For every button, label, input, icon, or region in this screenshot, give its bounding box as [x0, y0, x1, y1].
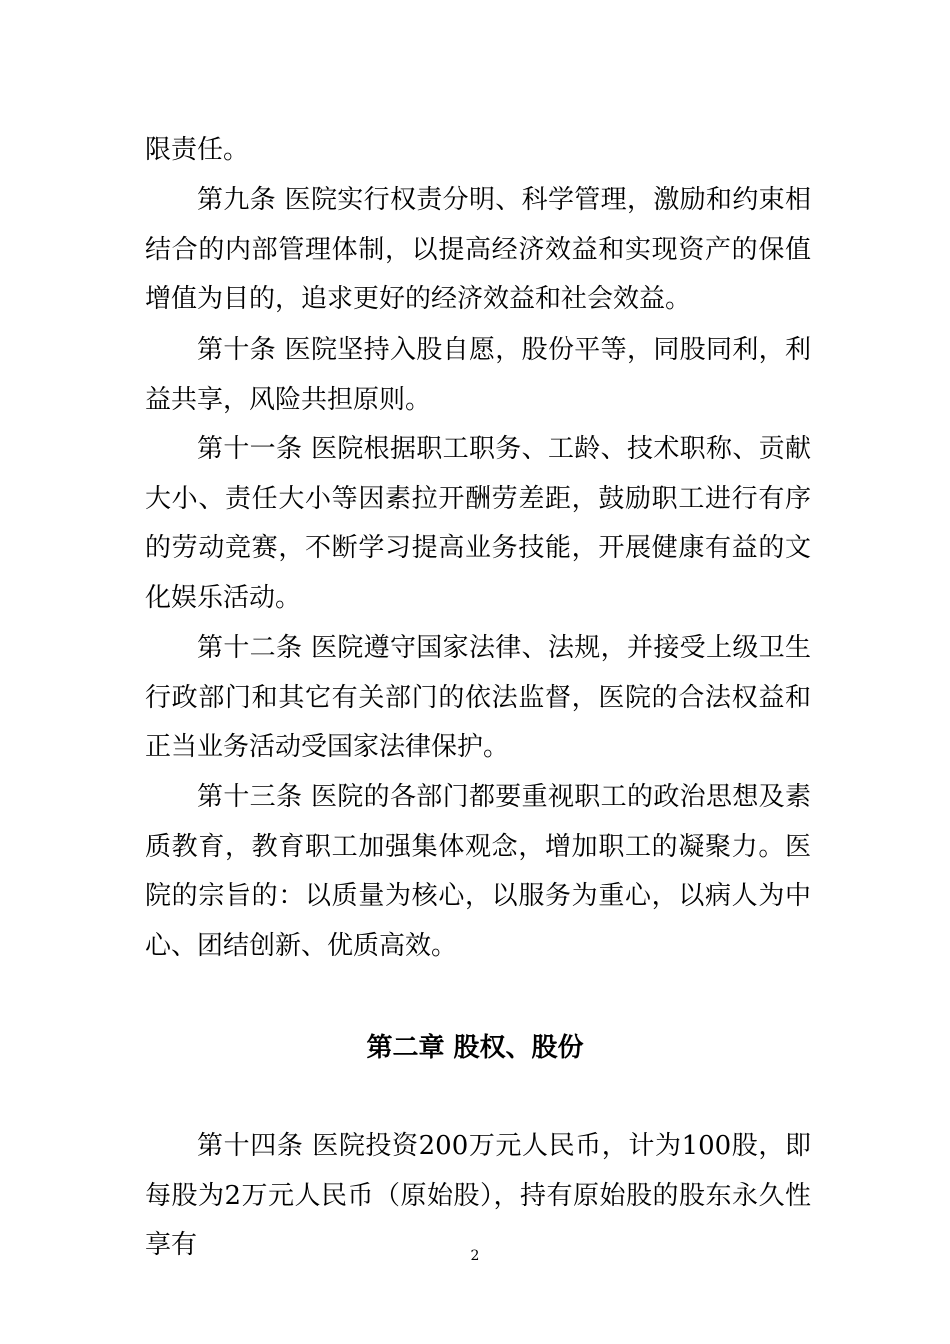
article-14-paragraph: 第十四条 医院投资200万元人民币，计为100股，即每股为2万元人民币（原始股），持有原始股的股东永久性享有: [145, 1131, 811, 1260]
article-13-paragraph: 第十三条 医院的各部门都要重视职工的政治思想及素质教育，教育职工加强集体观念，增加职工的凝聚力。医院的宗旨的：以质量为核心，以服务为重心，以病人为中心、团结创新、优质高效。: [145, 782, 811, 961]
article-11-paragraph: 第十一条 医院根据职工职务、工龄、技术职称、贡献大小、责任大小等因素拉开酬劳差距，鼓励职工进行有序的劳动竞赛，不断学习提高业务技能，开展健康有益的文化娱乐活动。: [145, 434, 811, 613]
article-12-paragraph: 第十二条 医院遵守国家法律、法规，并接受上级卫生行政部门和其它有关部门的依法监督，医院的合法权益和正当业务活动受国家法律保护。: [145, 633, 811, 762]
paragraph-continuation: 限责任。: [145, 135, 250, 165]
page-number: 2: [470, 1248, 480, 1264]
article-10-paragraph: 第十条 医院坚持入股自愿，股份平等，同股同利，利益共享，风险共担原则。: [145, 335, 811, 415]
article-9-paragraph: 第九条 医院实行权责分明、科学管理，激励和约束相结合的内部管理体制，以提高经济效益和实现资产的保值增值为目的，追求更好的经济效益和社会效益。: [145, 185, 811, 314]
chapter-heading: 第二章 股权、股份: [366, 1033, 584, 1063]
